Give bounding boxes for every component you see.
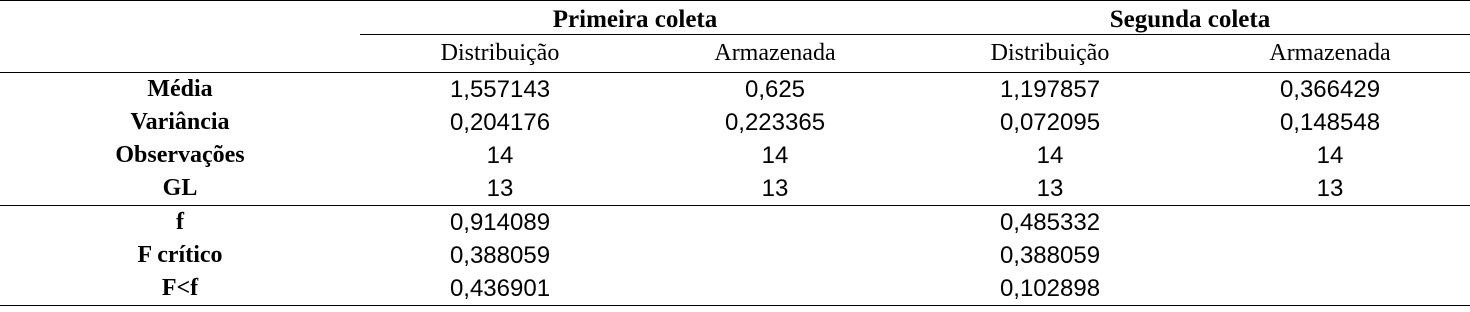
- table-cell: 1,557143: [360, 73, 640, 107]
- table-cell: [1190, 272, 1470, 306]
- table-cell: 0,148548: [1279, 108, 1381, 136]
- table-cell: 14: [1316, 141, 1344, 169]
- table-cell: 0,485332: [910, 206, 1190, 240]
- table-cell: 0,223365: [724, 108, 826, 136]
- group-header-row: [0, 1, 1470, 35]
- table-cell: 0,366429: [1190, 73, 1470, 107]
- table-cell: 1,197857: [910, 73, 1190, 107]
- table-cell: 0,914089: [360, 206, 640, 240]
- row-label: F<f: [0, 272, 360, 306]
- table-cell: 14: [1036, 141, 1064, 169]
- group-header-segunda: Segunda coleta: [910, 1, 1470, 35]
- subheader-cell: Distribuição: [440, 40, 560, 66]
- subheader-row: [0, 35, 1470, 73]
- row-label: f: [0, 206, 360, 240]
- table-cell: [640, 272, 910, 306]
- table-cell: [1190, 206, 1470, 240]
- table-row-observacoes: [0, 139, 1470, 172]
- table-cell: 14: [761, 141, 789, 169]
- table-cell: 0,072095: [999, 108, 1101, 136]
- subheader-corner: [0, 35, 360, 73]
- table-cell: 13: [1316, 174, 1344, 202]
- table-cell: 0,102898: [910, 272, 1190, 306]
- table-cell: 0,388059: [999, 241, 1101, 269]
- subheader-cell: Distribuição: [990, 40, 1110, 66]
- table-cell: 0,625: [640, 73, 910, 107]
- row-label: F crítico: [137, 242, 223, 268]
- table-row-f-less-f: [0, 272, 1470, 306]
- corner-cell: [0, 1, 360, 35]
- table-row-f-critico: [0, 239, 1470, 272]
- row-label: Observações: [115, 142, 245, 168]
- table-cell: 0,436901: [360, 272, 640, 306]
- subheader-cell: Armazenada: [1269, 40, 1391, 66]
- table-cell: 0,388059: [449, 241, 551, 269]
- table-cell: [1190, 239, 1470, 272]
- table-cell: 13: [486, 174, 514, 202]
- table-cell: 13: [1036, 174, 1064, 202]
- table-cell: [640, 206, 910, 240]
- table-row-variancia: [0, 106, 1470, 139]
- row-label: GL: [162, 175, 198, 201]
- table-cell: 13: [761, 174, 789, 202]
- row-label: Média: [0, 73, 360, 107]
- table-row-gl: [0, 172, 1470, 206]
- table-cell: 14: [486, 141, 514, 169]
- subheader-cell: Armazenada: [714, 40, 836, 66]
- table-row-f: [0, 206, 1470, 240]
- table-cell: 0,204176: [449, 108, 551, 136]
- table-cell: [640, 239, 910, 272]
- table-row-media: [0, 73, 1470, 107]
- row-label: Variância: [130, 109, 230, 135]
- group-header-primeira: Primeira coleta: [360, 1, 910, 35]
